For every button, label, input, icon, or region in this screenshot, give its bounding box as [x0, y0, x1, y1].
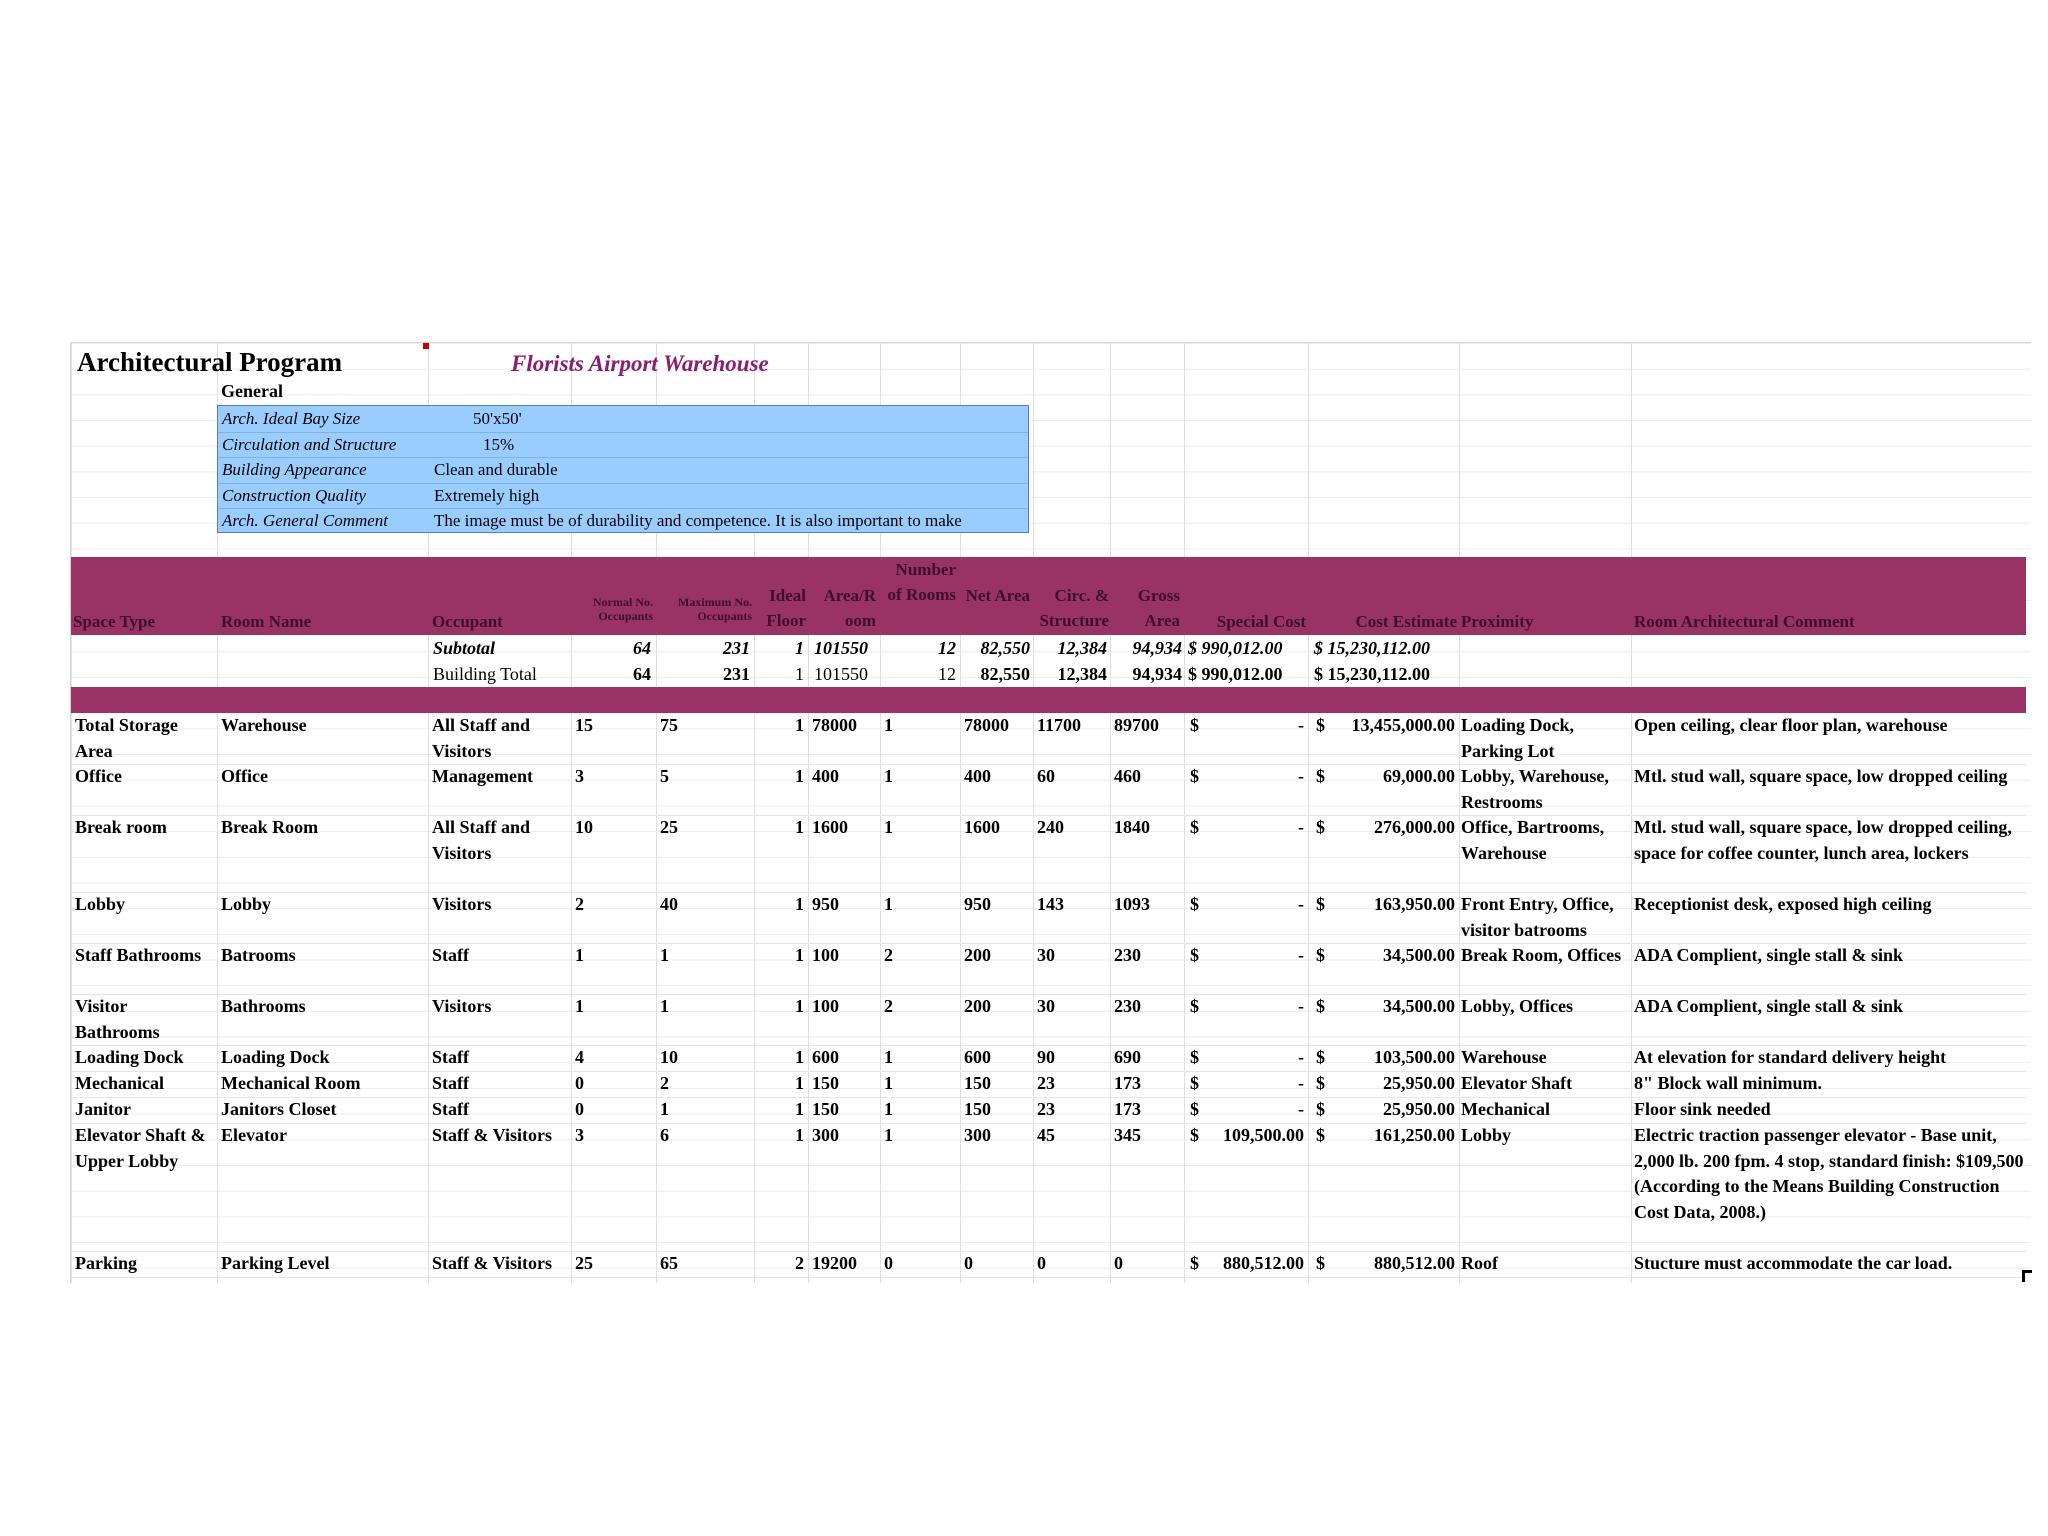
cell-gross: 1840: [1114, 817, 1150, 837]
cell-circ: 240: [1037, 817, 1064, 837]
cell-gross: 345: [1114, 1125, 1141, 1145]
header-normal-occupants: Normal No. Occupants: [593, 595, 653, 623]
cell-room: Janitors Closet: [221, 1099, 337, 1119]
cell-gross: 230: [1114, 945, 1141, 965]
cell-space: Elevator Shaft & Upper Lobby: [75, 1125, 206, 1171]
cell-cost-sym: $: [1316, 996, 1325, 1016]
cell-cost-sym: $: [1316, 1073, 1325, 1093]
header-cost-estimate: Cost Estimate: [1355, 612, 1457, 631]
cell-special-sym: $: [1190, 766, 1199, 786]
cell-rooms: 0: [884, 1253, 893, 1273]
cell-floor: 1: [795, 894, 804, 914]
cell-special: -: [1298, 945, 1304, 965]
cell-cost-sym: $: [1316, 1253, 1325, 1273]
cell-max: 1: [660, 996, 669, 1016]
cell-room: Elevator: [221, 1125, 287, 1145]
table-row: [71, 1123, 2026, 1252]
table-row: [71, 892, 2026, 944]
cell-normal: 25: [575, 1253, 593, 1273]
general-key: Arch. Ideal Bay Size: [222, 409, 361, 428]
cell-rooms: 1: [884, 1099, 893, 1119]
cell-cost-sym: $: [1316, 945, 1325, 965]
cell-normal: 4: [575, 1047, 584, 1067]
cell-special: -: [1298, 1073, 1304, 1093]
cell-cost: 161,250.00: [1374, 1125, 1455, 1145]
cell-max: 65: [660, 1253, 678, 1273]
cell-special-sym: $: [1190, 1253, 1199, 1273]
general-key: Arch. General Comment: [222, 511, 389, 531]
table-row: [71, 943, 2026, 995]
cell-space: Parking: [75, 1253, 138, 1273]
cell-special-sym: $: [1190, 1125, 1199, 1145]
cell-special: -: [1298, 1047, 1304, 1067]
cell-cost: 25,950.00: [1383, 1099, 1455, 1119]
subtotal-row: [71, 635, 2026, 661]
cell-cost-sym: $: [1316, 766, 1325, 786]
cell-area: 100: [812, 945, 839, 965]
cell-comment: ADA Complient, single stall & sink: [1634, 945, 1904, 965]
table-row: [71, 1071, 2026, 1098]
cell-floor: 1: [795, 817, 804, 837]
cell-gross: 0: [1114, 1253, 1123, 1273]
separator-band: [71, 687, 2026, 713]
subtotal-normal: 64: [633, 638, 651, 658]
cell-prox: Break Room, Offices: [1461, 945, 1622, 965]
header-proximity: Proximity: [1461, 612, 1534, 631]
table-row: [71, 1045, 2026, 1072]
cell-circ: 30: [1037, 996, 1055, 1016]
cell-gross: 690: [1114, 1047, 1141, 1067]
cell-area: 400: [812, 766, 839, 786]
cell-occ: All Staff and Visitors: [432, 715, 531, 761]
cell-comment: 8" Block wall minimum.: [1634, 1073, 1823, 1093]
cell-floor: 2: [795, 1253, 804, 1273]
cell-prox: Mechanical: [1461, 1099, 1550, 1119]
cell-special: -: [1298, 996, 1304, 1016]
general-row: [218, 457, 1028, 484]
cell-rooms: 1: [884, 1047, 893, 1067]
building-total-normal: 64: [633, 664, 651, 684]
cell-gross: 460: [1114, 766, 1141, 786]
cell-floor: 1: [795, 1047, 804, 1067]
cell-normal: 10: [575, 817, 593, 837]
cell-special: -: [1298, 715, 1304, 735]
subtotal-special: $ 990,012.00: [1188, 638, 1283, 658]
subtotal-label: Subtotal: [433, 638, 496, 658]
cell-max: 1: [660, 1099, 669, 1119]
general-row: [218, 432, 1028, 459]
general-key: Construction Quality: [222, 485, 367, 505]
cell-room: Warehouse: [221, 715, 307, 735]
cell-rooms: 1: [884, 766, 893, 786]
cell-normal: 1: [575, 996, 584, 1016]
cell-net: 200: [964, 996, 991, 1016]
cell-room: Batrooms: [221, 945, 296, 965]
cell-cost: 103,500.00: [1374, 1047, 1455, 1067]
cell-occ: Staff & Visitors: [432, 1253, 552, 1273]
cell-normal: 1: [575, 945, 584, 965]
cell-area: 78000: [812, 715, 857, 735]
cell-max: 1: [660, 945, 669, 965]
subtotal-circ: 12,384: [1057, 638, 1107, 658]
subtotal-area: 101550: [814, 638, 868, 658]
cell-special-sym: $: [1190, 1099, 1199, 1119]
cell-rooms: 2: [884, 996, 893, 1016]
cell-room: Break Room: [221, 817, 319, 837]
cell-area: 600: [812, 1047, 839, 1067]
cell-rooms: 1: [884, 715, 893, 735]
subtotal-max: 231: [723, 638, 750, 658]
cell-net: 78000: [964, 715, 1009, 735]
cell-floor: 1: [795, 715, 804, 735]
cell-space: Total Storage Area: [75, 715, 178, 761]
cell-floor: 1: [795, 1125, 804, 1145]
cell-area: 19200: [812, 1253, 857, 1273]
cell-net: 950: [964, 894, 991, 914]
cell-floor: 1: [795, 766, 804, 786]
header-circ-structure: Circ. & Structure: [1039, 586, 1109, 630]
cell-special: -: [1298, 766, 1304, 786]
cell-max: 5: [660, 766, 669, 786]
corner-mark: [2022, 1270, 2032, 1282]
cell-space: Lobby: [75, 894, 126, 914]
cell-net: 400: [964, 766, 991, 786]
general-value: Extremely high: [434, 485, 540, 505]
cell-comment: Mtl. stud wall, square space, low dropped ceiling: [1634, 766, 2008, 786]
cell-special-sym: $: [1190, 945, 1199, 965]
cell-special-sym: $: [1190, 996, 1199, 1016]
cell-max: 6: [660, 1125, 669, 1145]
cell-prox: Warehouse: [1461, 1047, 1547, 1067]
cell-net: 200: [964, 945, 991, 965]
cell-cost: 276,000.00: [1374, 817, 1455, 837]
general-info-box: [217, 405, 1029, 533]
building-total-label: Building Total: [433, 664, 537, 684]
building-total-row: [71, 661, 2026, 687]
cell-special: -: [1298, 1099, 1304, 1119]
cell-cost-sym: $: [1316, 1099, 1325, 1119]
general-value: 50'x50': [473, 409, 522, 428]
cell-space: Break room: [75, 817, 167, 837]
subtotal-net: 82,550: [980, 638, 1030, 658]
cell-net: 600: [964, 1047, 991, 1067]
cell-comment: Receptionist desk, exposed high ceiling: [1634, 894, 1932, 914]
cell-normal: 2: [575, 894, 584, 914]
cell-rooms: 1: [884, 1073, 893, 1093]
cell-occ: Visitors: [432, 894, 492, 914]
header-ideal-floor: Ideal Floor: [766, 586, 806, 630]
cell-normal: 0: [575, 1073, 584, 1093]
header-area-room: Area/R oom: [823, 586, 876, 630]
cell-prox: Lobby, Warehouse, Restrooms: [1461, 766, 1609, 812]
cell-occ: Staff: [432, 1073, 469, 1093]
building-total-gross: 94,934: [1132, 664, 1182, 684]
building-total-max: 231: [723, 664, 750, 684]
cell-special-sym: $: [1190, 1047, 1199, 1067]
subtotal-gross: 94,934: [1132, 638, 1182, 658]
cell-cost: 69,000.00: [1383, 766, 1455, 786]
cell-max: 2: [660, 1073, 669, 1093]
cell-cost-sym: $: [1316, 715, 1325, 735]
building-total-cost: $ 15,230,112.00: [1314, 664, 1431, 684]
cell-cost-sym: $: [1316, 1125, 1325, 1145]
cell-area: 100: [812, 996, 839, 1016]
cell-circ: 45: [1037, 1125, 1055, 1145]
cell-comment: Stucture must accommodate the car load.: [1634, 1253, 1953, 1273]
building-total-circ: 12,384: [1057, 664, 1107, 684]
cell-area: 1600: [812, 817, 848, 837]
cell-circ: 0: [1037, 1253, 1046, 1273]
cell-max: 25: [660, 817, 678, 837]
cell-occ: Staff & Visitors: [432, 1125, 552, 1145]
cell-floor: 1: [795, 996, 804, 1016]
general-row: [218, 508, 1028, 534]
cell-floor: 1: [795, 945, 804, 965]
cell-prox: Lobby, Offices: [1461, 996, 1574, 1016]
page-title: Architectural Program: [77, 347, 343, 377]
subtotal-cost: $ 15,230,112.00: [1314, 638, 1431, 658]
cell-comment: At elevation for standard delivery height: [1634, 1047, 1947, 1067]
cell-occ: Staff: [432, 1099, 469, 1119]
cell-area: 300: [812, 1125, 839, 1145]
building-total-rooms: 12: [938, 664, 956, 684]
cell-area: 150: [812, 1099, 839, 1119]
cell-room: Mechanical Room: [221, 1073, 361, 1093]
general-row: [218, 483, 1028, 510]
cell-net: 1600: [964, 817, 1000, 837]
cell-special-sym: $: [1190, 817, 1199, 837]
cell-cost: 880,512.00: [1374, 1253, 1455, 1273]
cell-room: Bathrooms: [221, 996, 306, 1016]
header-room-name: Room Name: [221, 612, 312, 631]
cell-space: Staff Bathrooms: [75, 945, 202, 965]
cell-normal: 3: [575, 766, 584, 786]
spreadsheet: [70, 342, 2031, 1283]
building-total-special: $ 990,012.00: [1188, 664, 1283, 684]
subtotal-floor: 1: [795, 638, 804, 658]
table-row: [71, 994, 2026, 1046]
cell-circ: 11700: [1037, 715, 1082, 735]
cell-special-sym: $: [1190, 894, 1199, 914]
cell-cost: 25,950.00: [1383, 1073, 1455, 1093]
cell-gross: 173: [1114, 1099, 1141, 1119]
header-net-area: Net Area: [965, 586, 1030, 605]
general-value: The image must be of durability and competence. It is also important to make: [434, 511, 962, 531]
cell-special: -: [1298, 894, 1304, 914]
cell-net: 150: [964, 1099, 991, 1119]
cell-circ: 143: [1037, 894, 1064, 914]
cell-net: 150: [964, 1073, 991, 1093]
cell-room: Office: [221, 766, 268, 786]
cell-special-sym: $: [1190, 1073, 1199, 1093]
table-row: [71, 1097, 2026, 1124]
project-title: Florists Airport Warehouse: [511, 351, 769, 376]
cell-gross: 1093: [1114, 894, 1150, 914]
cell-gross: 230: [1114, 996, 1141, 1016]
cell-occ: Staff: [432, 1047, 469, 1067]
cell-gross: 89700: [1114, 715, 1159, 735]
cell-occ: Staff: [432, 945, 469, 965]
building-total-net: 82,550: [980, 664, 1030, 684]
header-max-occupants: Maximum No. Occupants: [678, 595, 752, 623]
cell-cost: 34,500.00: [1383, 945, 1455, 965]
general-label: General: [221, 381, 283, 401]
cell-area: 950: [812, 894, 839, 914]
general-key: Circulation and Structure: [222, 434, 397, 454]
cell-occ: Management: [432, 766, 533, 786]
cell-rooms: 1: [884, 894, 893, 914]
cell-comment: Open ceiling, clear floor plan, warehouse: [1634, 715, 1948, 735]
cell-comment: ADA Complient, single stall & sink: [1634, 996, 1904, 1016]
cell-prox: Front Entry, Office, visitor batrooms: [1461, 894, 1614, 940]
cell-prox: Office, Bartrooms, Warehouse: [1461, 817, 1605, 863]
cell-max: 75: [660, 715, 678, 735]
cell-occ: All Staff and Visitors: [432, 817, 531, 863]
cell-special: -: [1298, 817, 1304, 837]
cell-circ: 23: [1037, 1073, 1055, 1093]
cell-circ: 23: [1037, 1099, 1055, 1119]
cell-comment: Mtl. stud wall, square space, low dropped ceiling, space for coffee counter, lunch area, lockers: [1634, 817, 2012, 863]
cell-cost-sym: $: [1316, 1047, 1325, 1067]
header-occupant: Occupant: [432, 612, 503, 631]
cell-gross: 173: [1114, 1073, 1141, 1093]
cell-room: Lobby: [221, 894, 272, 914]
cell-normal: 0: [575, 1099, 584, 1119]
general-key: Building Appearance: [222, 460, 367, 480]
cell-circ: 60: [1037, 766, 1055, 786]
table-row: [71, 713, 2026, 765]
cell-space: Mechanical: [75, 1073, 164, 1093]
cell-prox: Loading Dock, Parking Lot: [1461, 715, 1575, 761]
header-special-cost: Special Cost: [1216, 612, 1306, 631]
cell-special: 880,512.00: [1223, 1253, 1304, 1273]
cell-cost: 13,455,000.00: [1351, 715, 1455, 735]
cell-space: Office: [75, 766, 122, 786]
cell-prox: Roof: [1461, 1253, 1498, 1273]
cell-cost: 34,500.00: [1383, 996, 1455, 1016]
cell-room: Loading Dock: [221, 1047, 330, 1067]
subtotal-rooms: 12: [938, 638, 956, 658]
cell-prox: Elevator Shaft: [1461, 1073, 1573, 1093]
cell-prox: Lobby: [1461, 1125, 1512, 1145]
cell-space: Visitor Bathrooms: [75, 996, 160, 1042]
cell-max: 40: [660, 894, 678, 914]
cell-circ: 90: [1037, 1047, 1055, 1067]
header-room-comment: Room Architectural Comment: [1634, 612, 1855, 631]
cell-space: Janitor: [75, 1099, 131, 1119]
cell-area: 150: [812, 1073, 839, 1093]
cell-room: Parking Level: [221, 1253, 330, 1273]
cell-floor: 1: [795, 1073, 804, 1093]
cell-special-sym: $: [1190, 715, 1199, 735]
cell-net: 0: [964, 1253, 973, 1273]
cell-cost-sym: $: [1316, 894, 1325, 914]
building-total-area: 101550: [814, 664, 868, 684]
general-value: Clean and durable: [434, 460, 558, 480]
cell-occ: Visitors: [432, 996, 492, 1016]
cell-rooms: 1: [884, 1125, 893, 1145]
table-row: [71, 764, 2026, 816]
cell-circ: 30: [1037, 945, 1055, 965]
header-gross-area: Gross Area: [1137, 586, 1180, 630]
cell-floor: 1: [795, 1099, 804, 1119]
cell-space: Loading Dock: [75, 1047, 184, 1067]
cell-rooms: 2: [884, 945, 893, 965]
cell-cost-sym: $: [1316, 817, 1325, 837]
cell-normal: 15: [575, 715, 593, 735]
cell-max: 10: [660, 1047, 678, 1067]
cell-comment: Floor sink needed: [1634, 1099, 1771, 1119]
cell-special: 109,500.00: [1223, 1125, 1304, 1145]
header-number-of-rooms: Number of Rooms: [887, 560, 956, 604]
comment-marker: [423, 343, 429, 349]
cell-normal: 3: [575, 1125, 584, 1145]
table-row: [71, 1251, 2026, 1278]
cell-cost: 163,950.00: [1374, 894, 1455, 914]
header-space-type: Space Type: [73, 612, 156, 631]
table-row: [71, 815, 2026, 893]
cell-comment: Electric traction passenger elevator - Base unit, 2,000 lb. 200 fpm. 4 stop, standard finish: $109,500 (According to the Means Building Construction Cost Data, 2008.): [1634, 1125, 2024, 1223]
general-row: [218, 406, 1028, 433]
building-total-floor: 1: [795, 664, 804, 684]
cell-rooms: 1: [884, 817, 893, 837]
cell-net: 300: [964, 1125, 991, 1145]
general-value: 15%: [483, 434, 515, 454]
